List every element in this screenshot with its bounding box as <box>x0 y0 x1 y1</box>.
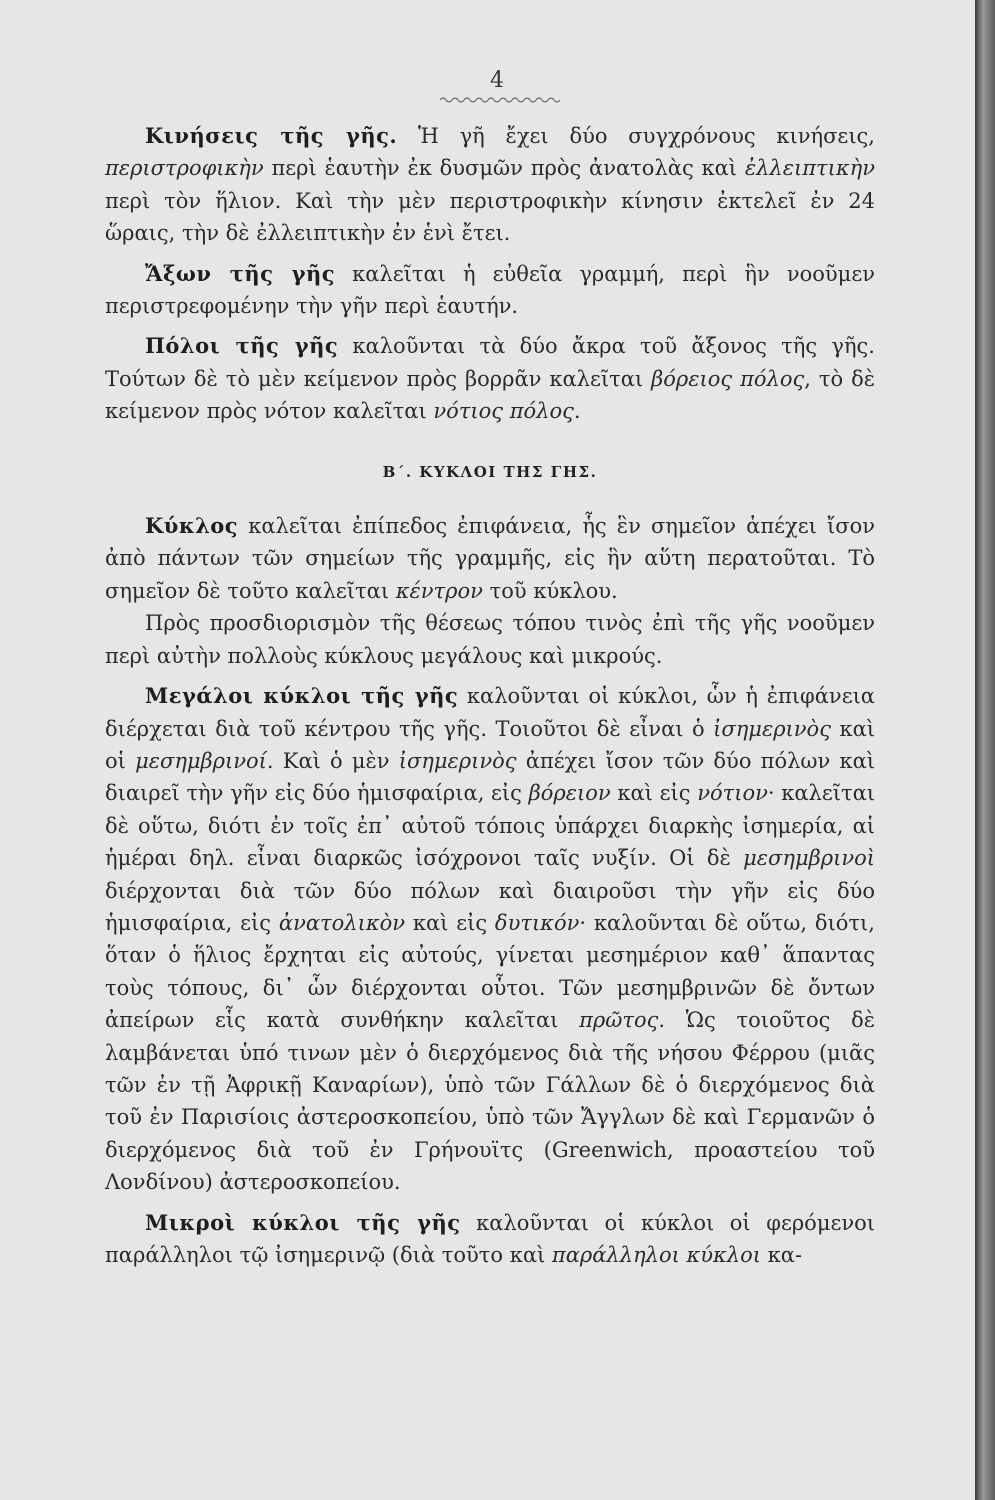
paragraph-axis <box>105 258 875 323</box>
text-run: , τὸ δὲ κείμενον πρὸς νότον καλεῖται <box>105 366 876 424</box>
text-run: . <box>573 399 581 424</box>
italic-term: μεσημβρινοὶ <box>743 846 875 871</box>
italic-term: πρῶτος <box>579 1008 659 1033</box>
text-run: · καλεῖται δὲ οὕτω, διότι ἐν τοῖς ἐπ᾿ αὐτοῦ τόποις ὑπάρχει διαρκὴς ἰσημερία, αἱ ἡμέραι δηλ. εἶναι διαρκῶς ἰσόχρονοι ταῖς νυξίν. Οἱ δὲ <box>105 781 875 871</box>
italic-term: δυτικόν <box>494 910 580 935</box>
term-heading: Κύκλος <box>145 513 239 539</box>
term-heading: Πόλοι τῆς γῆς <box>145 333 339 359</box>
text-run: καὶ οἱ <box>105 716 876 773</box>
paragraph-small-circles <box>105 1207 875 1272</box>
italic-term: νότιον <box>697 781 768 806</box>
italic-term: βόρειον <box>528 781 611 806</box>
italic-term: παράλληλοι κύκλοι <box>551 1243 761 1267</box>
italic-term: ἰσημερινὸς <box>398 748 517 773</box>
book-binding-edge <box>975 0 995 1500</box>
term-heading: Ἄξων τῆς γῆς <box>145 260 336 286</box>
italic-term: νότιος πόλος <box>433 399 574 424</box>
section-heading: Β΄. ΚΥΚΛΟΙ ΤΗΣ ΓΗΣ. <box>382 462 598 481</box>
text-run: καλεῖται ἡ εὐθεῖα γραμμή, περὶ ἣν νοοῦμεν περιστρεφομένην τὴν γῆν περὶ ἑαυτήν. <box>105 261 875 319</box>
text-run: καλεῖται ἐπίπεδος ἐπιφάνεια, ἧς ἓν σημεῖον ἀπέχει ἴσον ἀπὸ πάντων τῶν σημείων τῆς γραμμῆς, εἰς ἣν αὕτη περατοῦται. Τὸ σημεῖον δὲ τοῦτο καλεῖται <box>105 514 875 603</box>
text-run: Ἡ γῆ ἔχει δύο συγχρόνους κινήσεις, <box>397 124 875 148</box>
paragraph-circle <box>105 510 875 607</box>
italic-term: περιστροφικὴν <box>105 156 264 181</box>
paragraph-poles <box>105 330 875 427</box>
italic-term: ἐλλειπτικὴν <box>744 156 875 181</box>
italic-term: κέντρον <box>395 578 483 603</box>
term-heading: Κινήσεις τῆς γῆς. <box>145 123 398 148</box>
text-run: . Καὶ ὁ μὲν <box>266 748 399 773</box>
text-run: περὶ ἑαυτὴν ἐκ δυσμῶν πρὸς ἀνατολὰς καὶ <box>263 156 745 181</box>
text-run: καλοῦνται τὰ δύο ἄκρα τοῦ ἄξονος τῆς γῆς. Τούτων δὲ τὸ μὲν κείμενον πρὸς βορρᾶν καλεῖται <box>105 334 875 391</box>
text-run: καὶ εἰς <box>405 910 495 935</box>
italic-term: ἀνατολικὸν <box>278 910 406 935</box>
term-heading: Μεγάλοι κύκλοι τῆς γῆς <box>145 683 459 709</box>
text-run: τοῦ κύκλου. <box>482 578 618 603</box>
page-number: 4 <box>490 68 504 93</box>
term-heading: Μικροὶ κύκλοι τῆς γῆς <box>145 1209 461 1235</box>
text-run: καλοῦνται οἱ κύκλοι, ὧν ἡ ἐπιφάνεια διέρχεται διὰ τοῦ κέντρου τῆς γῆς. Τοιοῦτοι δὲ εἶναι ὁ <box>105 684 875 741</box>
paragraph-earth-motions <box>105 120 875 250</box>
italic-term: βόρειος πόλος <box>651 366 805 391</box>
italic-term: μεσημβρινοί <box>135 748 267 773</box>
text-run: Πρὸς προσδιορισμὸν τῆς θέσεως τόπου τινὸς ἐπὶ τῆς γῆς νοοῦμεν περὶ αὐτὴν πολλοὺς κύκλους μεγάλους καὶ μικρούς. <box>105 611 875 668</box>
text-run: . Ὡς τοιοῦτος δὲ λαμβάνεται ὑπό τινων μὲν ὁ διερχόμενος διὰ τῆς νήσου Φέρρου (μιᾶς τῶν ἐν τῇ Ἀφρικῇ Καναρίων), ὑπὸ τῶν Γάλλων δὲ ὁ διερχόμενος διὰ τοῦ ἐν Παρισίοις ἀστεροσκοπείου, ὑπὸ τῶν Ἄγγλων δὲ καὶ Γερμανῶν ὁ διερχόμενος διὰ τοῦ ἐν Γρήνουϊτς (Greenwich, προαστείου τοῦ Λονδίνου) ἀστεροσκοπείου. <box>105 1008 876 1195</box>
body-text <box>105 120 875 1271</box>
paragraph-great-circles <box>105 680 875 1199</box>
paragraph-position <box>105 607 875 672</box>
text-run: ἀπέχει ἴσον τῶν δύο πόλων καὶ διαιρεῖ τὴν γῆν εἰς δύο ἡμισφαίρια, εἰς <box>105 748 875 806</box>
text-run: διέρχονται διὰ τῶν δύο πόλων καὶ διαιροῦσι τὴν γῆν εἰς δύο ἡμισφαίρια, εἰς <box>105 878 875 935</box>
text-run: κα- <box>761 1243 803 1267</box>
ornamental-rule <box>440 96 560 104</box>
text-run: · καλοῦνται δὲ οὕτω, διότι, ὅταν ὁ ἥλιος ἔρχηται εἰς αὐτούς, γίνεται μεσημέριον καθ᾿ ἅπαντας τοὺς τόπους, δι᾿ ὧν διέρχονται οὗτοι. Τῶν μεσημβρινῶν δὲ ὄντων ἀπείρων εἷς κατὰ συνθήκην καλεῖται <box>105 910 875 1033</box>
text-run: καλοῦνται οἱ κύκλοι οἱ φερόμενοι παράλληλοι τῷ ἰσημερινῷ (διὰ τοῦτο καὶ <box>105 1210 875 1267</box>
text-run: καὶ εἰς <box>610 781 698 806</box>
italic-term: ἰσημερινὸς <box>713 716 831 741</box>
text-run: περὶ τὸν ἥλιον. Καὶ τὴν μὲν περιστροφικὴν κίνησιν ἐκτελεῖ ἐν 24 ὥραις, τὴν δὲ ἐλλειπτικὴν ἐν ἑνὶ ἔτει. <box>105 188 875 246</box>
